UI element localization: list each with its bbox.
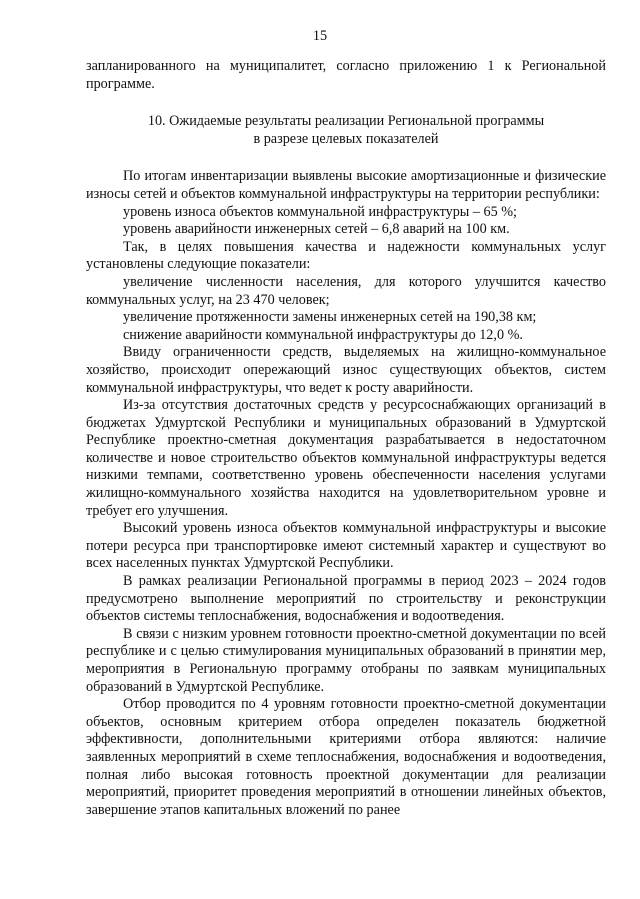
document-body	[86, 58, 606, 819]
paragraph: В рамках реализации Региональной программы в период 2023 – 2024 годов предусмотрено выполнение мероприятий по строительству и реконструкции объектов системы теплоснабжения, водоснабжения и водоотведения.	[86, 573, 606, 625]
list-item: уровень износа объектов коммунальной инфраструктуры – 65 %;	[123, 203, 517, 220]
paragraph: Так, в целях повышения качества и надежности коммунальных услуг установлены следующие показатели:	[86, 238, 606, 273]
section-heading-line-2: в разрезе целевых показателей	[253, 130, 439, 147]
list-item: уровень аварийности инженерных сетей – 6,8 аварий на 100 км.	[123, 221, 510, 238]
paragraph: Ввиду ограниченности средств, выделяемых на жилищно-коммунальное хозяйство, происходит опережающий износ существующих объектов, систем коммунальной инфраструктуры, что ведет к росту аварийности.	[86, 344, 606, 396]
paragraph: Отбор проводится по 4 уровням готовности проектно-сметной документации объектов, основным критерием отбора определен показатель бюджетной эффективности, дополнительными критериями отбора являются: наличие заявленных мероприятий в схеме теплоснабжения, водоснабжения и водоотведения, полная либо высокая готовность проектной документации для реализации мероприятий, приоритет проведения мероприятий в отношении линейных объектов, завершение этапов капитальных вложений по ранее	[86, 696, 606, 818]
paragraph: По итогам инвентаризации выявлены высокие амортизационные и физические износы сетей и объектов коммунальной инфраструктуры на территории республики:	[86, 168, 606, 202]
list-item: увеличение протяженности замены инженерных сетей на 190,38 км;	[123, 309, 537, 326]
paragraph: Высокий уровень износа объектов коммунальной инфраструктуры и высокие потери ресурса при транспортировке имеют системный характер и существуют во всех населенных пунктах Удмуртской Республики.	[86, 520, 606, 572]
section-heading-line-1: 10. Ожидаемые результаты реализации Региональной программы	[147, 113, 545, 130]
section-heading	[86, 113, 606, 148]
list-item: снижение аварийности коммунальной инфраструктуры до 12,0 %.	[123, 326, 523, 343]
list-item: увеличение численности населения, для которого улучшится качество коммунальных услуг, на 23 470 человек;	[86, 273, 606, 308]
paragraph: В связи с низким уровнем готовности проектно-сметной документации по всей республике и с целью стимулирования муниципальных образований в принятии мер, мероприятия в Региональную программу отобраны по заявкам муниципальных образований в Удмуртской Республике.	[86, 625, 606, 695]
page-number: 15	[312, 28, 328, 44]
intro-paragraph: запланированного на муниципалитет, согласно приложению 1 к Региональной программе.	[86, 58, 606, 92]
paragraph: Из-за отсутствия достаточных средств у ресурсоснабжающих организаций в бюджетах Удмуртской Республики и муниципальных образований в Удмуртской Республике проектно-сметная документация разрабатывается в недостаточном количестве и новое строительство объектов коммунальной инфраструктуры ведется низкими темпами, соответственно уровень обеспеченности населения услугами жилищно-коммунального хозяйства находится на удовлетворительном уровне и требует его улучшения.	[86, 397, 606, 519]
